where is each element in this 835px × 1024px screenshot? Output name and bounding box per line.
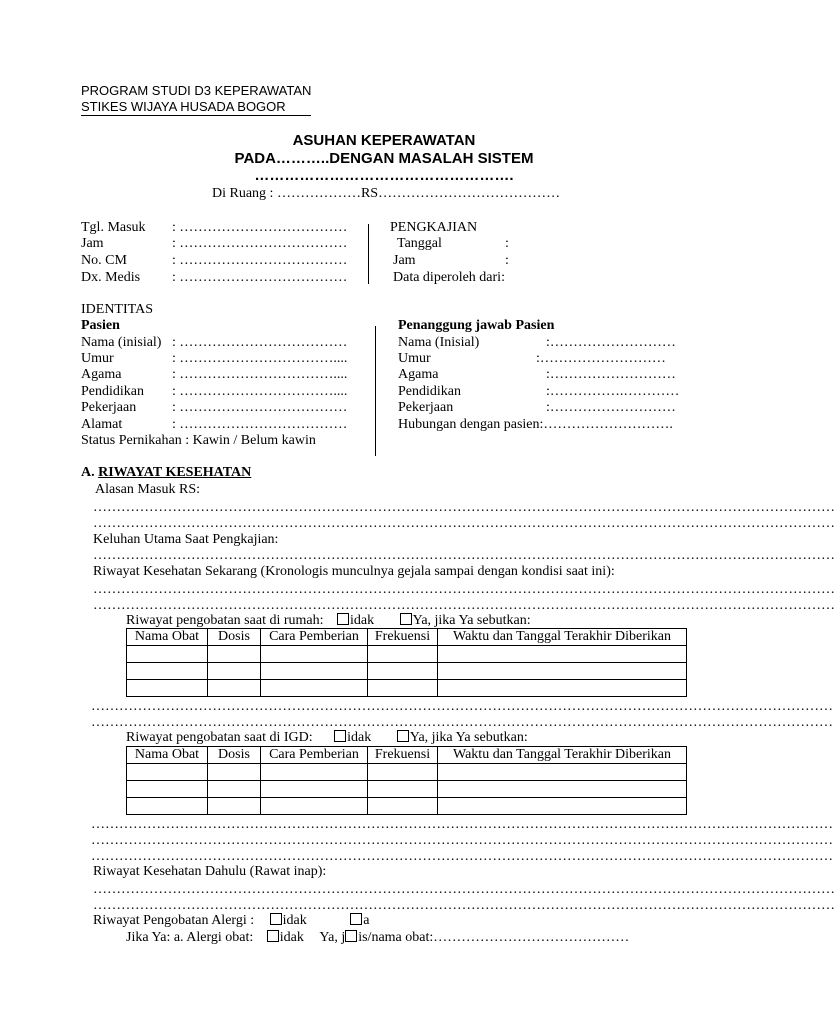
pj-value-pekerjaan[interactable]: :……………………… xyxy=(546,400,676,415)
alasan-line-2[interactable]: …………………………………………………………………………………………………………………………………………… xyxy=(93,516,835,531)
igd-ya-label: Ya, jika Ya sebutkan: xyxy=(409,730,528,745)
table-cell[interactable] xyxy=(438,646,687,663)
pengkajian-heading: PENGKAJIAN xyxy=(390,220,478,235)
header-cara-pemberian: Cara Pemberian xyxy=(261,747,368,764)
section-a-prefix: A. xyxy=(81,465,99,480)
jika-ya-label: Jika Ya: a. Alergi obat: xyxy=(126,930,254,945)
table-header-row xyxy=(127,747,687,764)
alergi-ya-label: a xyxy=(363,913,370,928)
pasien-label-pekerjaan: Pekerjaan xyxy=(81,400,137,415)
dahulu-line-2[interactable]: …………………………………………………………………………………………………………………………………………… xyxy=(93,898,835,913)
field-value-jam[interactable]: : ……………………………… xyxy=(172,236,348,251)
table-cell[interactable] xyxy=(127,798,208,815)
dahulu-label: Riwayat Kesehatan Dahulu (Rawat inap): xyxy=(93,864,327,879)
program-name: PROGRAM STUDI D3 KEPERAWATAN xyxy=(81,83,312,98)
header-waktu-tanggal: Waktu dan Tanggal Terakhir Diberikan xyxy=(438,747,687,764)
rumah-medication-table xyxy=(126,628,687,697)
table-cell[interactable] xyxy=(208,764,261,781)
igd-medication-table xyxy=(126,746,687,815)
title-line-1: ASUHAN KEPERAWATAN xyxy=(292,132,476,149)
rumah-ya-label: Ya, jika Ya sebutkan: xyxy=(412,613,531,628)
pengkajian-source: Data diperoleh dari: xyxy=(393,270,505,285)
table-cell[interactable] xyxy=(261,798,368,815)
table-cell[interactable] xyxy=(261,680,368,697)
pj-value-nama[interactable]: :……………………… xyxy=(546,335,676,350)
table-cell[interactable] xyxy=(127,764,208,781)
header-nama-obat: Nama Obat xyxy=(127,629,208,646)
header-dosis: Dosis xyxy=(208,747,261,764)
alasan-label: Alasan Masuk RS: xyxy=(95,482,200,497)
header-frekuensi: Frekuensi xyxy=(368,747,438,764)
table-cell[interactable] xyxy=(208,680,261,697)
field-value-dx-medis[interactable]: : ……………………………… xyxy=(172,270,348,285)
pj-hubungan[interactable]: Hubungan dengan pasien:………………………. xyxy=(398,417,673,432)
alergi-label: Riwayat Pengobatan Alergi : xyxy=(93,913,255,928)
pasien-value-nama[interactable]: : ……………………………… xyxy=(172,335,348,350)
section-a-heading xyxy=(81,465,251,481)
pasien-value-alamat[interactable]: : ……………………………… xyxy=(172,417,348,432)
table-cell[interactable] xyxy=(261,781,368,798)
pj-heading: Penanggung jawab Pasien xyxy=(398,318,555,333)
sekarang-label: Riwayat Kesehatan Sekarang (Kronologis munculnya gejala sampai dengan kondisi saat ini): xyxy=(93,564,615,579)
table-header-row xyxy=(127,629,687,646)
pj-value-pendidikan[interactable]: :…………….………… xyxy=(546,384,680,399)
igd-row xyxy=(126,730,528,746)
table-cell[interactable] xyxy=(208,781,261,798)
pasien-value-agama[interactable]: : …………………………….... xyxy=(172,367,348,382)
header-dosis: Dosis xyxy=(208,629,261,646)
header-cara-pemberian: Cara Pemberian xyxy=(261,629,368,646)
table-cell[interactable] xyxy=(261,663,368,680)
alergi-obat-jenis[interactable]: is/nama obat:…………………………………… xyxy=(358,930,630,945)
field-label-jam: Jam xyxy=(81,236,104,251)
igd-ya-checkbox[interactable] xyxy=(397,730,409,742)
ruang-line: Di Ruang : ………………RS………………………………… xyxy=(212,186,561,201)
igd-tidak-checkbox[interactable] xyxy=(334,730,346,742)
rumah-notes-line-2[interactable]: …………………………………………………………………………………………………………………………………………… xyxy=(91,715,833,730)
header-waktu-tanggal: Waktu dan Tanggal Terakhir Diberikan xyxy=(438,629,687,646)
field-label-tgl-masuk: Tgl. Masuk xyxy=(81,220,146,235)
alergi-obat-ya-checkbox[interactable] xyxy=(345,930,357,942)
sekarang-line-1[interactable]: …………………………………………………………………………………………………………………………………………… xyxy=(93,582,835,597)
pasien-label-nama: Nama (inisial) xyxy=(81,335,162,350)
alergi-tidak-checkbox[interactable] xyxy=(270,913,282,925)
table-cell[interactable] xyxy=(438,680,687,697)
dahulu-line-1[interactable]: …………………………………………………………………………………………………………………………………………… xyxy=(93,882,835,897)
pj-label-pekerjaan: Pekerjaan xyxy=(398,400,454,415)
table-cell[interactable] xyxy=(208,798,261,815)
identitas-heading: IDENTITAS xyxy=(81,302,153,317)
table-cell[interactable] xyxy=(368,764,438,781)
pasien-label-alamat: Alamat xyxy=(81,417,123,432)
igd-tidak-label: idak xyxy=(347,730,372,745)
keluhan-label: Keluhan Utama Saat Pengkajian: xyxy=(93,532,279,547)
table-cell[interactable] xyxy=(438,781,687,798)
alergi-obat-row xyxy=(126,930,629,946)
pj-label-agama: Agama xyxy=(398,367,439,382)
table-cell[interactable] xyxy=(127,781,208,798)
table-cell[interactable] xyxy=(368,781,438,798)
table-cell[interactable] xyxy=(127,646,208,663)
alergi-obat-tidak-checkbox[interactable] xyxy=(267,930,279,942)
igd-notes-line-3[interactable]: …………………………………………………………………………………………………………………………………………… xyxy=(91,849,833,864)
alergi-tidak-label: idak xyxy=(282,913,307,928)
igd-label: Riwayat pengobatan saat di IGD: xyxy=(126,730,313,745)
alergi-obat-tidak-label: idak xyxy=(279,930,304,945)
divider-identitas xyxy=(375,326,376,456)
field-value-tgl-masuk[interactable]: : ……………………………… xyxy=(172,220,348,235)
rumah-tidak-checkbox[interactable] xyxy=(337,613,349,625)
pasien-label-agama: Agama xyxy=(81,367,122,382)
status-pernikahan: Status Pernikahan : Kawin / Belum kawin xyxy=(81,433,316,448)
table-cell[interactable] xyxy=(261,646,368,663)
divider-top xyxy=(368,224,369,284)
table-cell[interactable] xyxy=(438,798,687,815)
alergi-ya-checkbox[interactable] xyxy=(350,913,362,925)
field-label-dx-medis: Dx. Medis xyxy=(81,270,141,285)
table-row xyxy=(127,764,687,781)
table-cell[interactable] xyxy=(127,663,208,680)
table-cell[interactable] xyxy=(208,646,261,663)
pj-label-pendidikan: Pendidikan xyxy=(398,384,461,399)
table-cell[interactable] xyxy=(208,663,261,680)
sekarang-line-2[interactable]: …………………………………………………………………………………………………………………………………………… xyxy=(93,598,835,613)
keluhan-line[interactable]: …………………………………………………………………………………………………………………………………………… xyxy=(93,548,835,563)
rumah-tidak-label: idak xyxy=(350,613,375,628)
table-cell[interactable] xyxy=(438,764,687,781)
table-row xyxy=(127,680,687,697)
table-row xyxy=(127,781,687,798)
pasien-value-umur[interactable]: : …………………………….... xyxy=(172,351,348,366)
table-cell[interactable] xyxy=(368,798,438,815)
pengkajian-tanggal-label: Tanggal xyxy=(397,236,442,251)
title-line-3: ……………………………………………. xyxy=(254,167,514,184)
field-value-no-cm[interactable]: : ……………………………… xyxy=(172,253,348,268)
igd-notes-line-1[interactable]: …………………………………………………………………………………………………………………………………………… xyxy=(91,817,833,832)
pj-label-nama: Nama (Inisial) xyxy=(398,335,480,350)
title-line-2: PADA………..DENGAN MASALAH SISTEM xyxy=(234,150,534,167)
header-underline xyxy=(81,115,311,116)
section-a-title: RIWAYAT KESEHATAN xyxy=(98,465,252,480)
alergi-row xyxy=(93,913,369,929)
igd-notes-line-2[interactable]: …………………………………………………………………………………………………………………………………………… xyxy=(91,833,833,848)
rumah-notes-line-1[interactable]: …………………………………………………………………………………………………………………………………………… xyxy=(91,699,833,714)
pj-label-umur: Umur xyxy=(398,351,431,366)
table-cell[interactable] xyxy=(127,680,208,697)
pasien-heading: Pasien xyxy=(81,318,120,333)
header-frekuensi: Frekuensi xyxy=(368,629,438,646)
table-row xyxy=(127,646,687,663)
alergi-obat-ya-label: Ya, j xyxy=(319,930,346,945)
pasien-value-pekerjaan[interactable]: : ……………………………… xyxy=(172,400,348,415)
pj-value-umur[interactable]: :……………………… xyxy=(536,351,666,366)
pasien-value-pendidikan[interactable]: : …………………………….... xyxy=(172,384,348,399)
pasien-label-umur: Umur xyxy=(81,351,114,366)
field-label-no-cm: No. CM xyxy=(81,253,127,268)
table-cell[interactable] xyxy=(368,646,438,663)
pj-value-agama[interactable]: :……………………… xyxy=(546,367,676,382)
table-cell[interactable] xyxy=(261,764,368,781)
pengkajian-tanggal-colon: : xyxy=(505,236,509,251)
rumah-ya-checkbox[interactable] xyxy=(400,613,412,625)
pengkajian-jam-colon: : xyxy=(505,253,509,268)
table-row xyxy=(127,798,687,815)
table-cell[interactable] xyxy=(368,663,438,680)
table-cell[interactable] xyxy=(368,680,438,697)
pasien-label-pendidikan: Pendidikan xyxy=(81,384,144,399)
school-name: STIKES WIJAYA HUSADA BOGOR xyxy=(81,99,286,114)
pengkajian-jam-label: Jam xyxy=(393,253,416,268)
header-nama-obat: Nama Obat xyxy=(127,747,208,764)
alasan-line-1[interactable]: …………………………………………………………………………………………………………………………………………… xyxy=(93,500,835,515)
table-cell[interactable] xyxy=(438,663,687,680)
rumah-row xyxy=(126,613,531,629)
rumah-label: Riwayat pengobatan saat di rumah: xyxy=(126,613,324,628)
table-row xyxy=(127,663,687,680)
